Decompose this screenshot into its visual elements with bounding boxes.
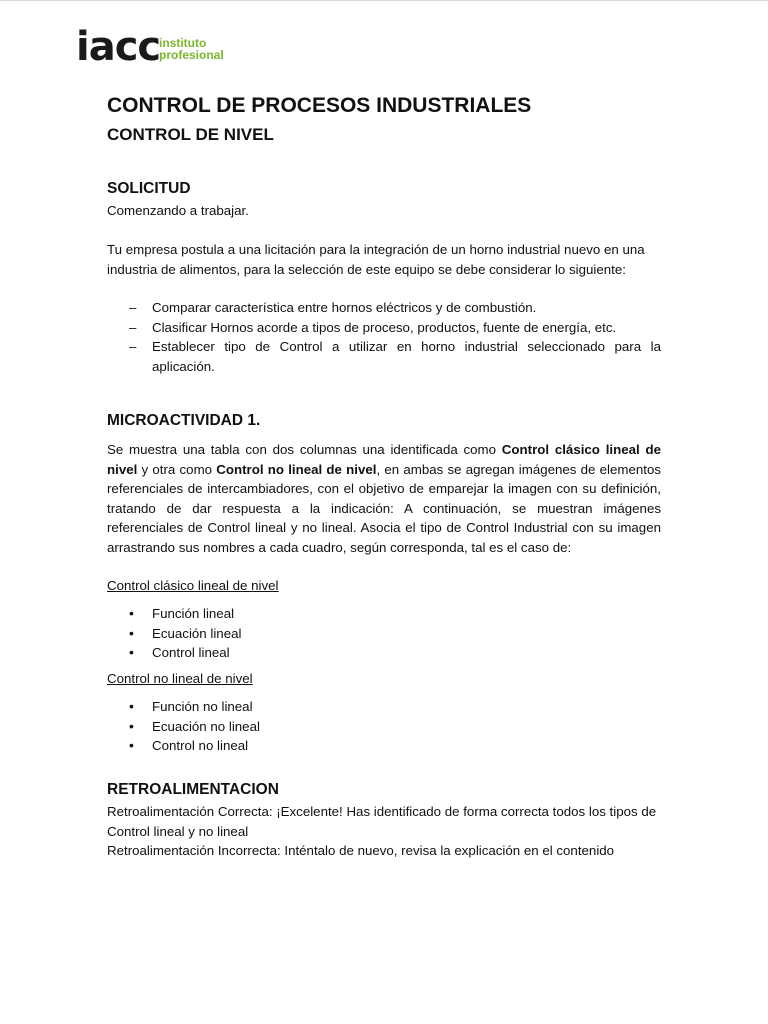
solicitud-intro: Comenzando a trabajar. <box>107 203 249 218</box>
micro-bold-nolineal: Control no lineal de nivel <box>216 461 377 477</box>
logo-line-1: instituto <box>159 36 207 50</box>
list-item: • Función lineal <box>107 604 661 624</box>
list-item: • Función no lineal <box>107 697 661 717</box>
list-item: – Clasificar Hornos acorde a tipos de proceso, productos, fuente de energía, etc. <box>107 318 661 338</box>
lineal-heading: Control clásico lineal de nivel <box>107 578 279 593</box>
feedback-correct: Retroalimentación Correcta: ¡Excelente! Has identificado de forma correcta todos los tipos de Control lineal y no lineal <box>107 804 657 839</box>
page-top-border <box>0 0 768 1</box>
logo-line-2: profesional <box>159 48 224 62</box>
micro-text-c: y otra como <box>137 461 217 477</box>
lineal-list <box>107 604 661 663</box>
feedback-incorrect: Retroalimentación Incorrecta: Inténtalo de nuevo, revisa la explicación en el contenido <box>107 843 615 858</box>
micro-bold-lineal: Control clásico lineal de nivel <box>107 442 661 477</box>
logo-text <box>159 37 224 61</box>
logo-mark: iacc <box>76 24 161 70</box>
nolineal-heading: Control no lineal de nivel <box>107 671 253 686</box>
solicitud-paragraph: Tu empresa postula a una licitación para la integración de un horno industrial nuevo en una industria de alimentos, para la selección de este equipo se debe considerar lo siguiente: <box>107 242 645 277</box>
micro-text-e: , en ambas se agregan imágenes de elementos referenciales de intercambiadores, con el objetivo de emparejar la imagen con su definición, tratando de dar respuesta a la indicación: A continuación, se muestran imágenes referenciales de Control lineal y no lineal. Asocia el tipo de Control Industrial con su imagen arrastrando sus nombres a cada cuadro, según corresponda, tal es el caso de: <box>107 461 662 555</box>
solicitud-list <box>107 298 661 376</box>
nolineal-list <box>107 697 661 756</box>
list-item: • Control lineal <box>107 643 661 663</box>
list-item: • Ecuación no lineal <box>107 717 661 737</box>
list-item: – Establecer tipo de Control a utilizar en horno industrial seleccionado para la aplicación. <box>107 337 661 376</box>
microactividad-heading: MICROACTIVIDAD 1. <box>107 412 261 429</box>
microactividad-paragraph <box>107 440 661 557</box>
document-subtitle: CONTROL DE NIVEL <box>107 125 274 144</box>
list-item: • Control no lineal <box>107 736 661 756</box>
document-title: CONTROL DE PROCESOS INDUSTRIALES <box>107 94 532 117</box>
retroalimentacion-heading: RETROALIMENTACION <box>107 781 279 798</box>
micro-text-a: Se muestra una tabla con dos columnas una identificada como <box>107 442 502 457</box>
list-item: – Comparar característica entre hornos eléctricos y de combustión. <box>107 298 661 318</box>
list-item: • Ecuación lineal <box>107 624 661 644</box>
solicitud-heading: SOLICITUD <box>107 180 191 197</box>
